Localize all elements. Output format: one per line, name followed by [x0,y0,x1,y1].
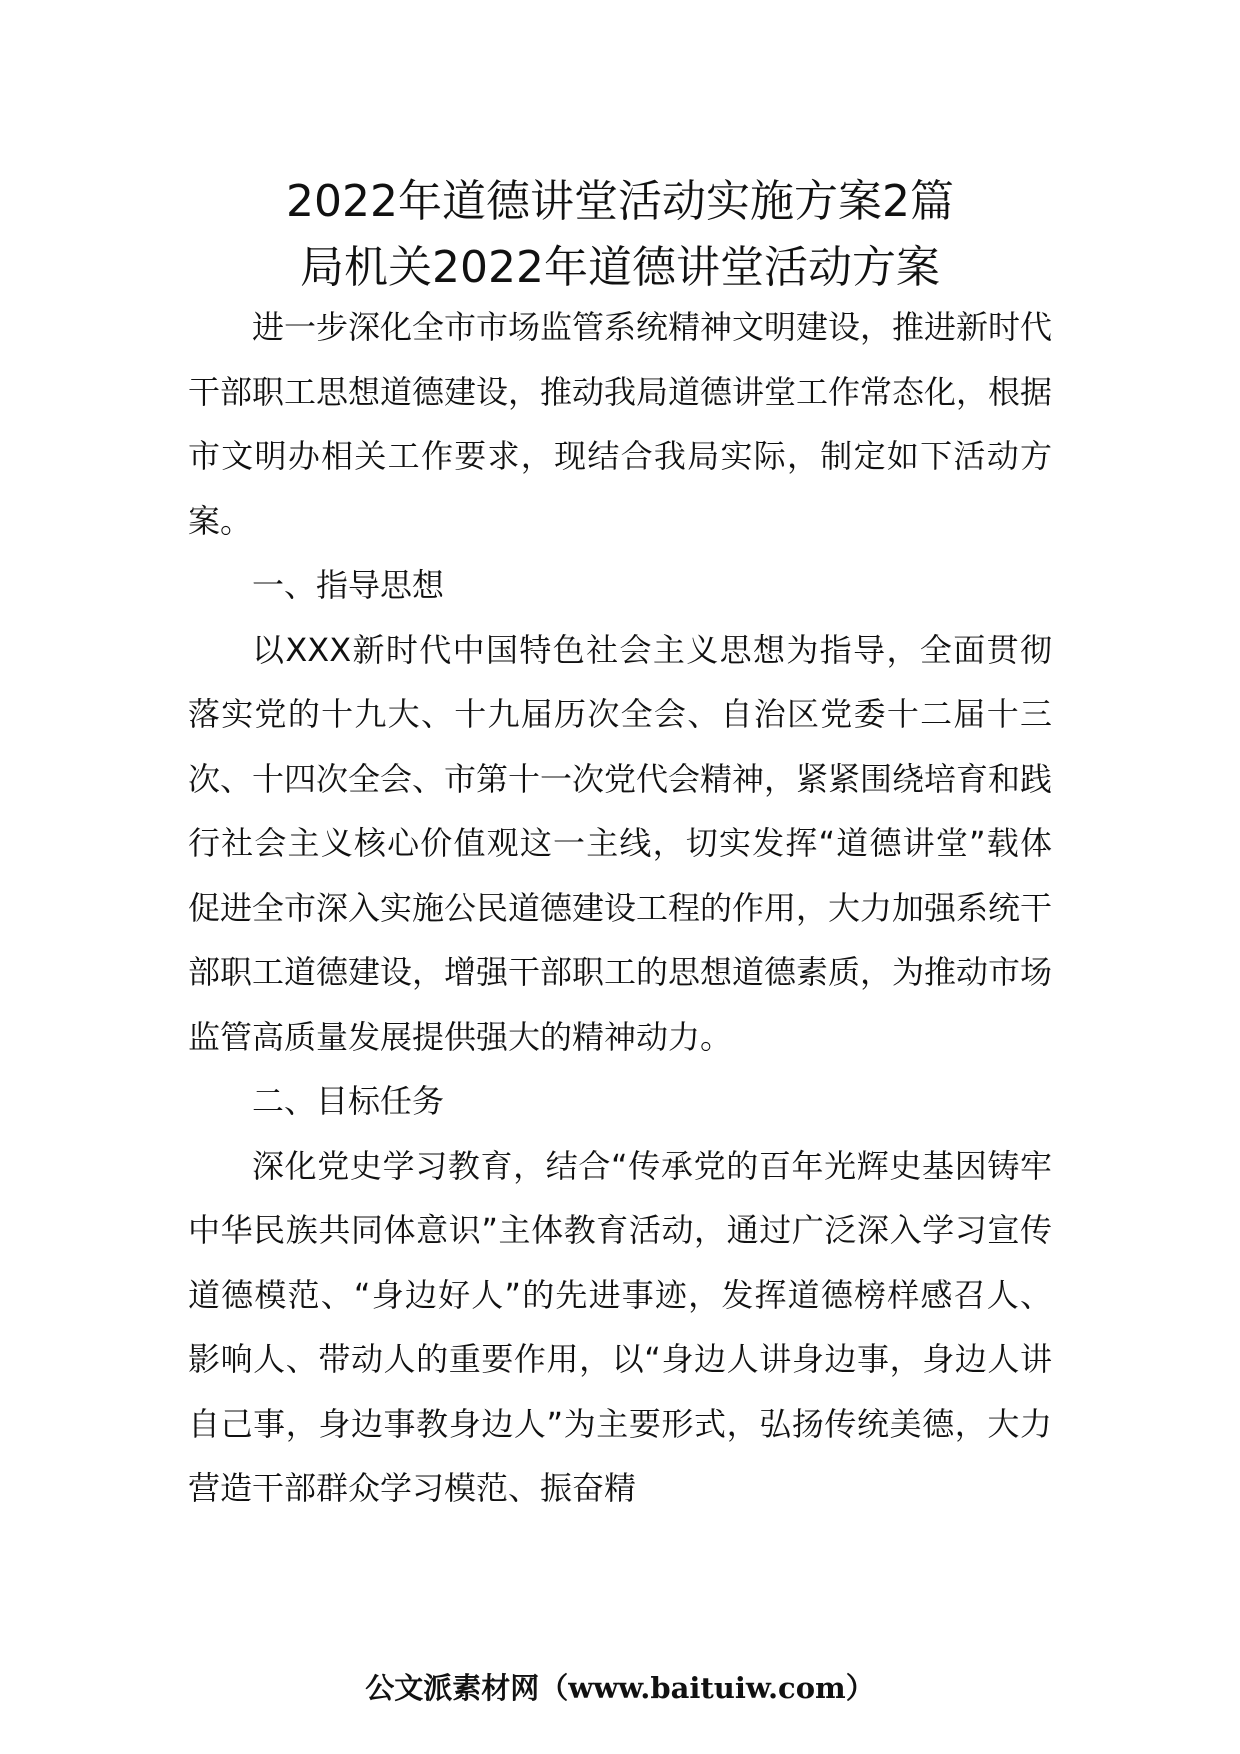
document-title: 2022年道德讲堂活动实施方案2篇 [286,176,954,227]
guiding-ideology-paragraph: 以XXX新时代中国特色社会主义思想为指导，全面贯彻落实党的十九大、十九届历次全会、自治区党委十二届十三次、十四次全会、市第十一次党代会精神，紧紧围绕培育和践行社会主义核心价值观这一主线，切实发挥“道德讲堂”载体促进全市深入实施公民道德建设工程的作用，大力加强系统干部职工道德建设，增强干部职工的思想道德素质，为推动市场监管高质量发展提供强大的精神动力。 [188,630,1053,1056]
intro-paragraph: 进一步深化全市市场监管系统精神文明建设，推进新时代干部职工思想道德建设，推动我局道德讲堂工作常态化，根据市文明办相关工作要求，现结合我局实际，制定如下活动方案。 [188,308,1053,540]
section-heading-goals-tasks: 二、目标任务 [252,1082,445,1120]
page-footer: 公文派素材网（www.baituiw.com） [365,1671,875,1705]
section-heading-guiding-ideology: 一、指导思想 [252,566,445,604]
document-subtitle: 局机关2022年道德讲堂活动方案 [300,242,940,293]
document-body [188,295,1052,1521]
goals-tasks-paragraph: 深化党史学习教育，结合“传承党的百年光辉史基因铸牢中华民族共同体意识”主体教育活动，通过广泛深入学习宣传道德模范、“身边好人”的先进事迹，发挥道德榜样感召人、影响人、带动人的重要作用，以“身边人讲身边事，身边人讲自己事，身边事教身边人”为主要形式，弘扬传统美德，大力营造干部群众学习模范、振奋精 [188,1146,1052,1507]
